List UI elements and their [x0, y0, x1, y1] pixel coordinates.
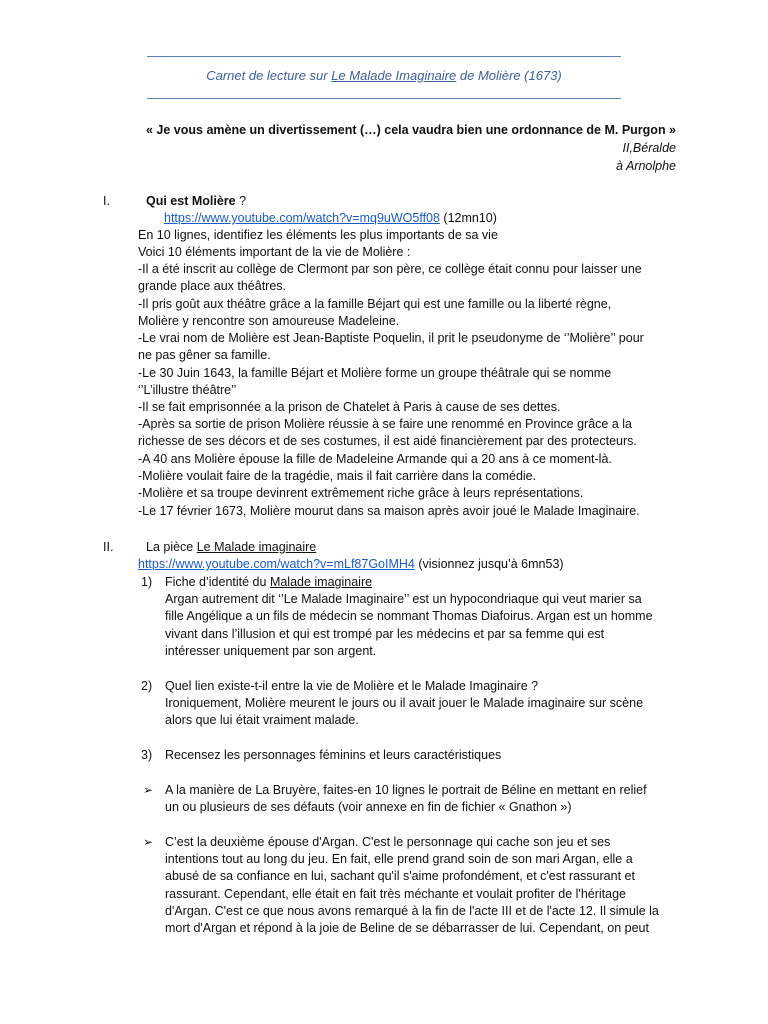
quote-attribution-1: II,Béralde	[622, 141, 676, 155]
bullet1-text-b: portrait de Béline	[441, 783, 537, 797]
section1-line: grande place aux théâtres.	[138, 279, 287, 293]
document-title	[147, 68, 621, 83]
section1-heading-tail: ?	[235, 194, 247, 208]
section1-video-link[interactable]: https://www.youtube.com/watch?v=mq9uWO5ff08	[164, 211, 440, 225]
bullet2-line: d'Argan. C'est ce que nous avons remarqué à la fin de l'acte III et de l'acte 12. Il simule la	[165, 904, 659, 918]
section1-line: -Molière voulait faire de la tragédie, mais il fait carrière dans la comédie.	[138, 469, 537, 483]
section1-line: -Il pris goût aux théâtre grâce a la famille Béjart qui est une famille ou la liberté règne,	[138, 297, 612, 311]
section1-line: -Le 30 Juin 1643, la famille Béjart et Molière forme un groupe théâtrale qui se nomme	[138, 366, 612, 380]
q1-label-title: Malade imaginaire	[269, 575, 373, 589]
section1-link-row	[164, 210, 497, 227]
section2-link-row	[138, 556, 564, 573]
section1-line: -Il a été inscrit au collège de Clermont par son père, ce collège était connu pour laisser une	[138, 262, 642, 276]
section1-line: -Le 17 février 1673, Molière mourut dans sa maison après avoir joué le Malade Imaginaire.	[138, 504, 640, 518]
section1-line: -Le vrai nom de Molière est Jean-Baptiste Poquelin, il prit le pseudonyme de ‘’Molière’’ pour	[138, 331, 644, 345]
bottom-rule	[147, 98, 621, 99]
section1-line: richesse de ses décors et de ses costumes, il est aidé financièrement par des protecteurs.	[138, 434, 637, 448]
q2-label: Quel lien existe-t-il entre la vie de Molière et le Malade Imaginaire ?	[165, 679, 539, 693]
section2-video-link[interactable]: https://www.youtube.com/watch?v=mLf87GoIMH4	[138, 557, 415, 571]
section1-line: ne pas gêner sa famille.	[138, 348, 271, 362]
bullet1-text-c: en mettant en relief	[536, 783, 647, 797]
bullet2-line: intentions tout au long du jeu. En fait, elle prend grand soin de son mari Argan, elle a	[165, 852, 633, 866]
section1-line: -A 40 ans Molière épouse la fille de Madeleine Armande qui a 20 ans à ce moment-là.	[138, 452, 612, 466]
section2-heading-prefix: La pièce	[146, 540, 197, 554]
quote-text: « Je vous amène un divertissement (…) cela vaudra bien une ordonnance de M. Purgon »	[146, 123, 676, 137]
q1-label-prefix: Fiche d’identité du	[165, 575, 270, 589]
section1-line: -Après sa sortie de prison Molière réussie à se faire une renommé en Province grâce a la	[138, 417, 632, 431]
q1-answer-line: intéresser uniquement par son argent.	[165, 644, 377, 658]
bullet2-line: C’est la deuxième épouse d'Argan. C'est le personnage qui cache son jeu et ses	[165, 835, 611, 849]
title-suffix: de Molière (1673)	[456, 68, 562, 83]
q1-answer-line: vivant dans l’illusion et qui est trompé par les médecins et par sa femme qui est	[165, 627, 605, 641]
section1-number: I.	[103, 194, 110, 208]
q3-number: 3)	[141, 748, 153, 762]
bullet2-line: mort d'Argan et répond à la joie de Beline de se débarrasser de lui. Cependant, on peut	[165, 921, 649, 935]
bullet2-line: rassurant. Cependant, elle était en fait très méchante et voulait profiter de l'héritage	[165, 887, 626, 901]
section2-heading-title: Le Malade imaginaire	[196, 540, 317, 554]
section1-line: -Molière et sa troupe devinrent extrêmement riche grâce à leurs représentations.	[138, 486, 584, 500]
section1-duration: (12mn10)	[439, 211, 497, 225]
section1-line: Voici 10 éléments important de la vie de Molière :	[138, 245, 411, 259]
bullet1-line1	[165, 782, 647, 799]
top-rule	[147, 56, 621, 57]
bullet2-line: abusé de sa confiance en lui, sachant qu'il s'aime profondément, et c'est rassurant et	[165, 869, 635, 883]
section1-heading-bold: Qui est Molière	[146, 194, 236, 208]
q1-answer-line: fille Angélique a un fils de médecin se nommant Thomas Diafoirus. Argan est un homme	[165, 609, 653, 623]
arrow-bullet-icon: ➢	[143, 835, 154, 849]
bullet1-text-a: A la manière de La Bruyère, faites-en 10 lignes le	[165, 783, 442, 797]
arrow-bullet-icon: ➢	[143, 783, 154, 797]
section1-heading	[146, 193, 246, 210]
section1-line: En 10 lignes, identifiez les éléments les plus importants de sa vie	[138, 228, 498, 242]
section2-heading	[146, 539, 316, 556]
quote-attribution-2: à Arnolphe	[616, 159, 676, 173]
title-prefix: Carnet de lecture sur	[206, 68, 332, 83]
section1-line: -Il se fait emprisonnée a la prison de Chatelet à Paris à cause de ses dettes.	[138, 400, 561, 414]
epigraph-quote	[96, 121, 676, 175]
q3-label: Recensez les personnages féminins et leurs caractéristiques	[165, 748, 502, 762]
q1-number: 1)	[141, 575, 153, 589]
section2-number: II.	[103, 540, 114, 554]
section1-line: ‘’L’illustre théâtre’’	[138, 383, 237, 397]
q2-number: 2)	[141, 679, 153, 693]
q1-answer-line: Argan autrement dit ‘’Le Malade Imaginaire’’ est un hypocondriaque qui veut marier sa	[165, 592, 642, 606]
q2-answer-line: Ironiquement, Molière meurent le jours ou il avait jouer le Malade imaginaire sur scène	[165, 696, 644, 710]
section2-link-note: (visionnez jusqu’à 6mn53)	[414, 557, 564, 571]
q2-answer-line: alors que lui était vraiment malade.	[165, 713, 359, 727]
bullet1-line2: un ou plusieurs de ses défauts (voir annexe en fin de fichier « Gnathon »)	[165, 800, 572, 814]
section1-line: Molière y rencontre son amoureuse Madeleine.	[138, 314, 400, 328]
title-work: Le Malade Imaginaire	[331, 68, 457, 83]
q1-label	[165, 574, 372, 591]
